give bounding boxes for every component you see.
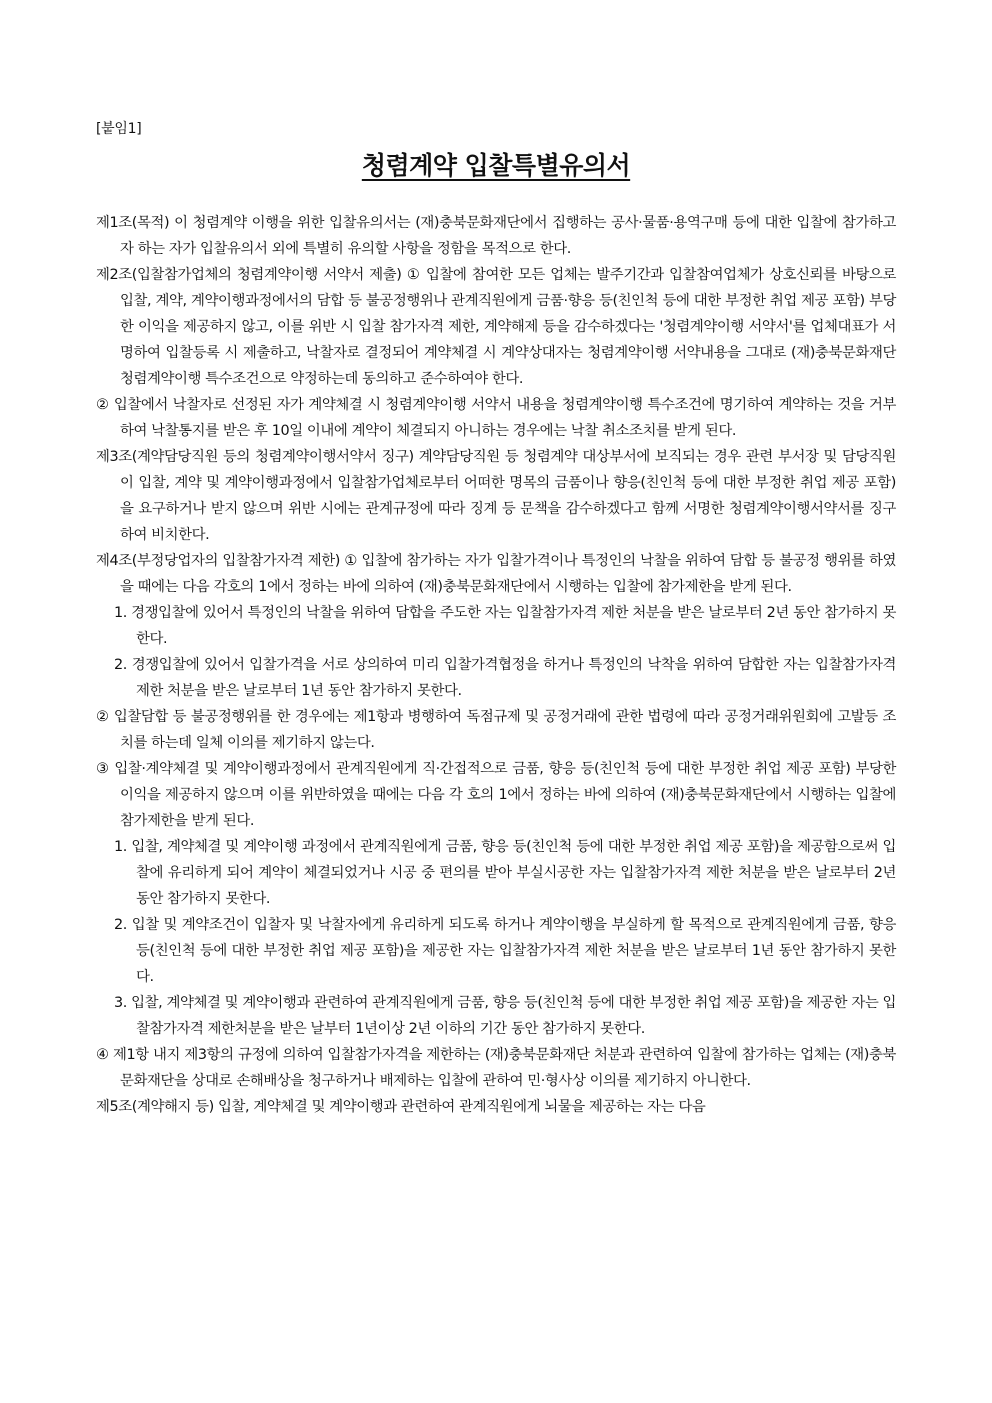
attachment-label: [붙임1] bbox=[96, 121, 142, 137]
clause-3-item-3: 3. 입찰, 계약체결 및 계약이행과 관련하여 관계직원에게 금품, 향응 등(친인척 등에 대한 부정한 취업 제공 포함)을 제공한 자는 입찰참가자격 제한처분을 받은 날부터 1년이상 2년 이하의 기간 동안 참가하지 못한다. bbox=[114, 995, 896, 1037]
document-title bbox=[0, 146, 992, 182]
article-4-item-2: 2. 경쟁입찰에 있어서 입찰가격을 서로 상의하여 미리 입찰가격협정을 하거나 특정인의 낙착을 위하여 담합한 자는 입찰참가자격 제한 처분을 받은 날로부터 1년 동안 참가하지 못한다. bbox=[114, 657, 896, 699]
article-4: 제4조(부정당업자의 입찰참가자격 제한) ① 입찰에 참가하는 자가 입찰가격이나 특정인의 낙찰을 위하여 담합 등 불공정 행위를 하였을 때에는 다음 각호의 1에서 정하는 바에 의하여 (재)충북문화재단에서 시행하는 입찰에 참가제한을 받게 된다. bbox=[96, 553, 896, 595]
article-4-item-1: 1. 경쟁입찰에 있어서 특정인의 낙찰을 위하여 담합을 주도한 자는 입찰참가자격 제한 처분을 받은 날로부터 2년 동안 참가하지 못한다. bbox=[114, 605, 896, 647]
article-4-clause-4: ④ 제1항 내지 제3항의 규정에 의하여 입찰참가자격을 제한하는 (재)충북문화재단 처분과 관련하여 입찰에 참가하는 업체는 (재)충북문화재단을 상대로 손해배상을 청구하거나 배제하는 입찰에 관하여 민·형사상 이의를 제기하지 아니한다. bbox=[96, 1047, 896, 1089]
document-title-text: 청렴계약 입찰특별유의서 bbox=[361, 151, 631, 180]
clause-3-item-2: 2. 입찰 및 계약조건이 입찰자 및 낙찰자에게 유리하게 되도록 하거나 계약이행을 부실하게 할 목적으로 관계직원에게 금품, 향응 등(친인척 등에 대한 부정한 취업 제공 포함)을 제공한 자는 입찰참가자격 제한 처분을 받은 날로부터 1년 동안 참가하지 못한다. bbox=[114, 917, 896, 985]
article-2-clause-2: ② 입찰에서 낙찰자로 선정된 자가 계약체결 시 청렴계약이행 서약서 내용을 청렴계약이행 특수조건에 명기하여 계약하는 것을 거부하여 낙찰통지를 받은 후 10일 이내에 계약이 체결되지 아니하는 경우에는 낙찰 취소조치를 받게 된다. bbox=[96, 397, 896, 439]
article-4-clause-3: ③ 입찰·계약체결 및 계약이행과정에서 관계직원에게 직·간접적으로 금품, 향응 등(친인척 등에 대한 부정한 취업 제공 포함) 부당한 이익을 제공하지 않으며 이를 위반하였을 때에는 다음 각 호의 1에서 정하는 바에 의하여 (재)충북문화재단에서 시행하는 입찰에 참가제한을 받게 된다. bbox=[96, 761, 896, 829]
document-body bbox=[96, 210, 896, 1120]
article-4-clause-2: ② 입찰담합 등 불공정행위를 한 경우에는 제1항과 병행하여 독점규제 및 공정거래에 관한 법령에 따라 공정거래위원회에 고발등 조치를 하는데 일체 이의를 제기하지 않는다. bbox=[96, 709, 896, 751]
article-2: 제2조(입찰참가업체의 청렴계약이행 서약서 제출) ① 입찰에 참여한 모든 업체는 발주기간과 입찰참여업체가 상호신뢰를 바탕으로 입찰, 계약, 계약이행과정에서의 담합 등 불공정행위나 관계직원에게 금품·향응 등(친인척 등에 대한 부정한 취업 제공 포함) 부당한 이익을 제공하지 않고, 이를 위반 시 입찰 참가자격 제한, 계약해제 등을 감수하겠다는 '청렴계약이행 서약서'를 업체대표가 서명하여 입찰등록 시 제출하고, 낙찰자로 결정되어 계약체결 시 계약상대자는 청렴계약이행 서약내용을 그대로 (재)충북문화재단 청렴계약이행 특수조건으로 약정하는데 동의하고 준수하여야 한다. bbox=[96, 267, 897, 387]
clause-3-item-1: 1. 입찰, 계약체결 및 계약이행 과정에서 관계직원에게 금품, 향응 등(친인척 등에 대한 부정한 취업 제공 포함)을 제공함으로써 입찰에 유리하게 되어 계약이 체결되었거나 시공 중 편의를 받아 부실시공한 자는 입찰참가자격 제한 처분을 받은 날로부터 2년 동안 참가하지 못한다. bbox=[114, 839, 896, 907]
article-1: 제1조(목적) 이 청렴계약 이행을 위한 입찰유의서는 (재)충북문화재단에서 집행하는 공사·물품·용역구매 등에 대한 입찰에 참가하고자 하는 자가 입찰유의서 외에 특별히 유의할 사항을 정함을 목적으로 한다. bbox=[96, 215, 896, 257]
article-5: 제5조(계약해지 등) 입찰, 계약체결 및 계약이행과 관련하여 관계직원에게 뇌물을 제공하는 자는 다음 bbox=[96, 1099, 706, 1115]
article-3: 제3조(계약담당직원 등의 청렴계약이행서약서 징구) 계약담당직원 등 청렴계약 대상부서에 보직되는 경우 관련 부서장 및 담당직원이 입찰, 계약 및 계약이행과정에서 입찰참가업체로부터 어떠한 명목의 금품이나 향응(친인척 등에 대한 부정한 취업 제공 포함)을 요구하거나 받지 않으며 위반 시에는 관계규정에 따라 징계 등 문책을 감수하겠다고 함께 서명한 청렴계약이행서약서를 징구하여 비치한다. bbox=[96, 449, 896, 543]
